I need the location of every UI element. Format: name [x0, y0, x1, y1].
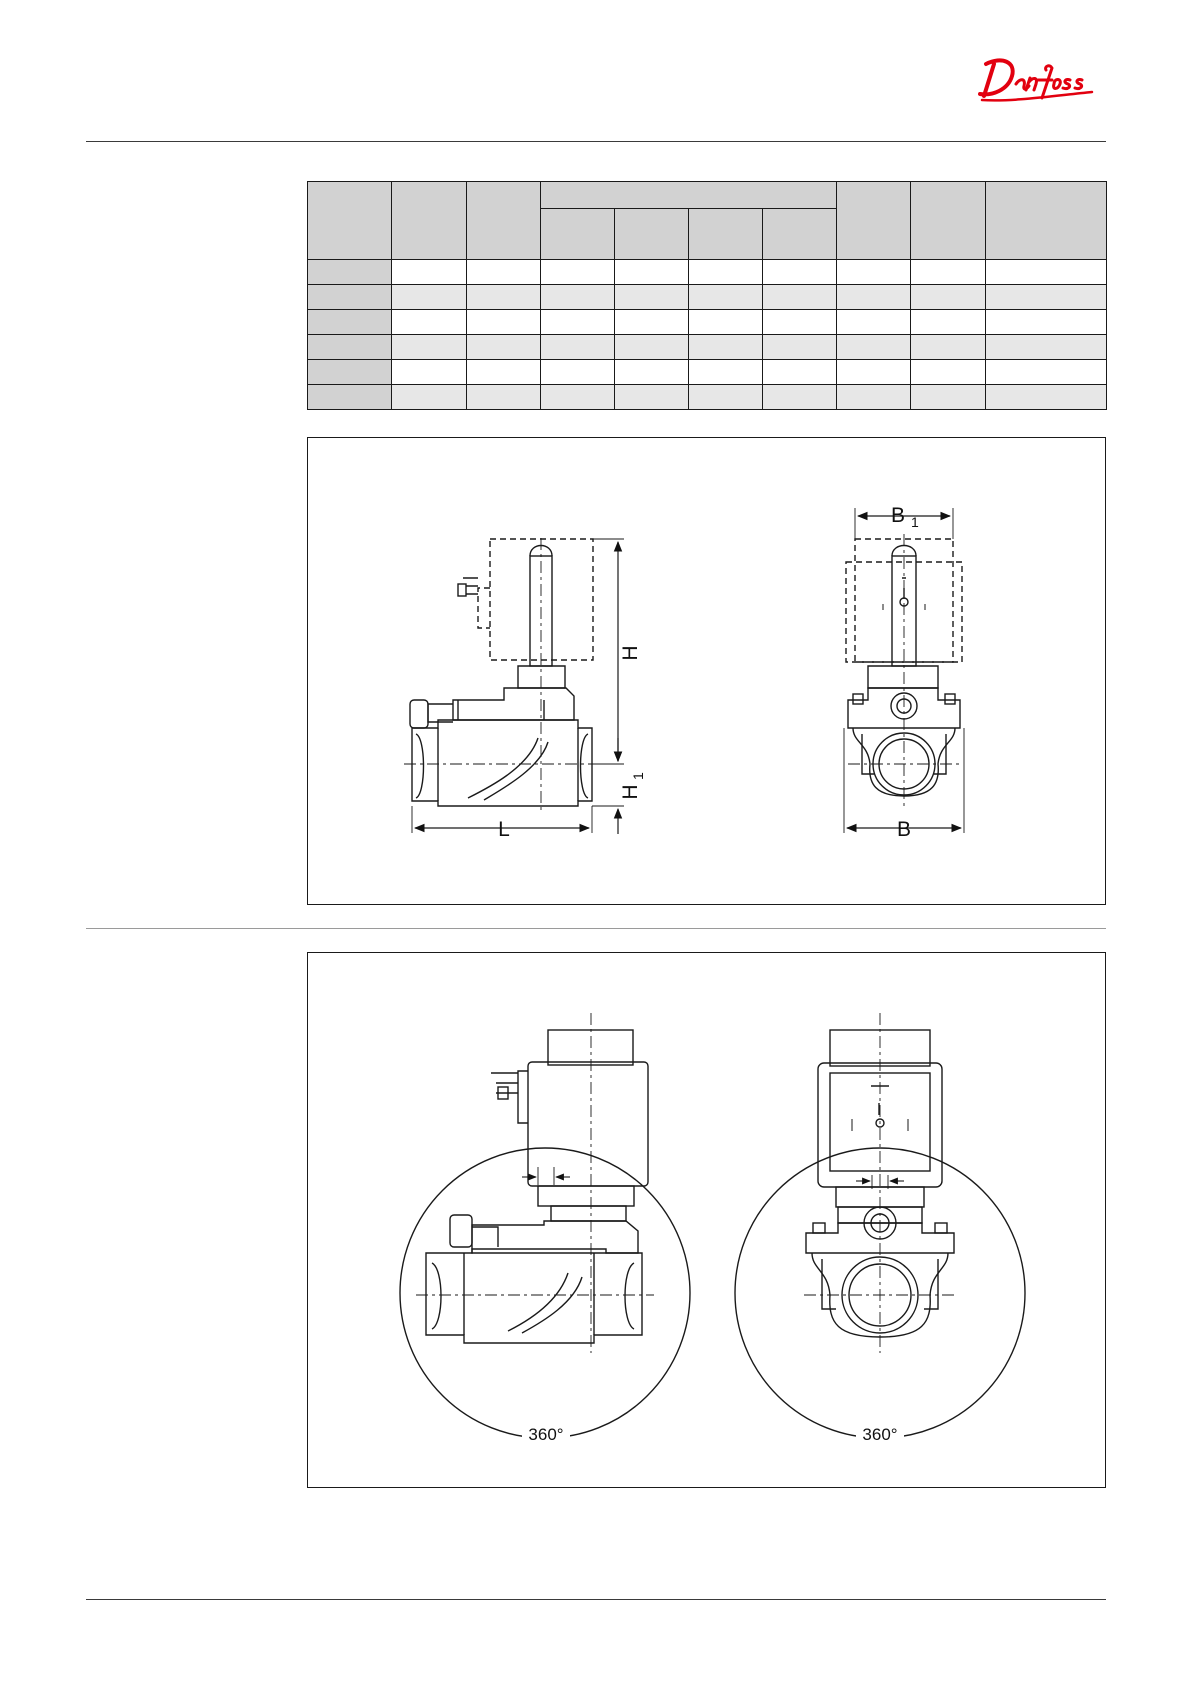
table-subheader-cell [689, 209, 763, 260]
table-header-cell [837, 182, 911, 260]
footer-rule [86, 1599, 1106, 1600]
table-row [308, 385, 1107, 410]
rotation-angle-label-left: 360° [528, 1425, 564, 1444]
dimension-label-h1-subscript: 1 [630, 772, 646, 780]
header-rule [86, 141, 1106, 142]
table-subheader-cell [763, 209, 837, 260]
dimension-label-h1: H [619, 784, 642, 800]
dimensions-figure [307, 437, 1106, 905]
table-header-cell [467, 182, 541, 260]
table-header-cell [911, 182, 986, 260]
dimension-label-b1-subscript: 1 [911, 514, 919, 530]
table-subheader-cell [541, 209, 615, 260]
table-row [308, 260, 1107, 285]
table-subheader-cell [615, 209, 689, 260]
dimension-label-h: H [619, 645, 642, 661]
coil-rotation-figure [307, 952, 1106, 1488]
rotation-angle-label-right: 360° [862, 1425, 898, 1444]
dimensions-drawing [308, 438, 1105, 904]
table-row [308, 335, 1107, 360]
table-header-row [308, 182, 1107, 209]
table-row [308, 360, 1107, 385]
table-header-cell [308, 182, 392, 260]
coil-rotation-drawing [308, 953, 1105, 1487]
table-header-cell [392, 182, 467, 260]
table-row [308, 310, 1107, 335]
dimension-label-b1: B [890, 504, 906, 527]
table-header-group-cell [541, 182, 837, 209]
specification-table [307, 181, 1107, 410]
table-row [308, 285, 1107, 310]
section-rule [86, 928, 1106, 929]
danfoss-logo [972, 52, 1102, 106]
dimension-label-b: B [896, 818, 912, 841]
table-header-cell [986, 182, 1107, 260]
dimension-label-l: L [498, 818, 510, 841]
